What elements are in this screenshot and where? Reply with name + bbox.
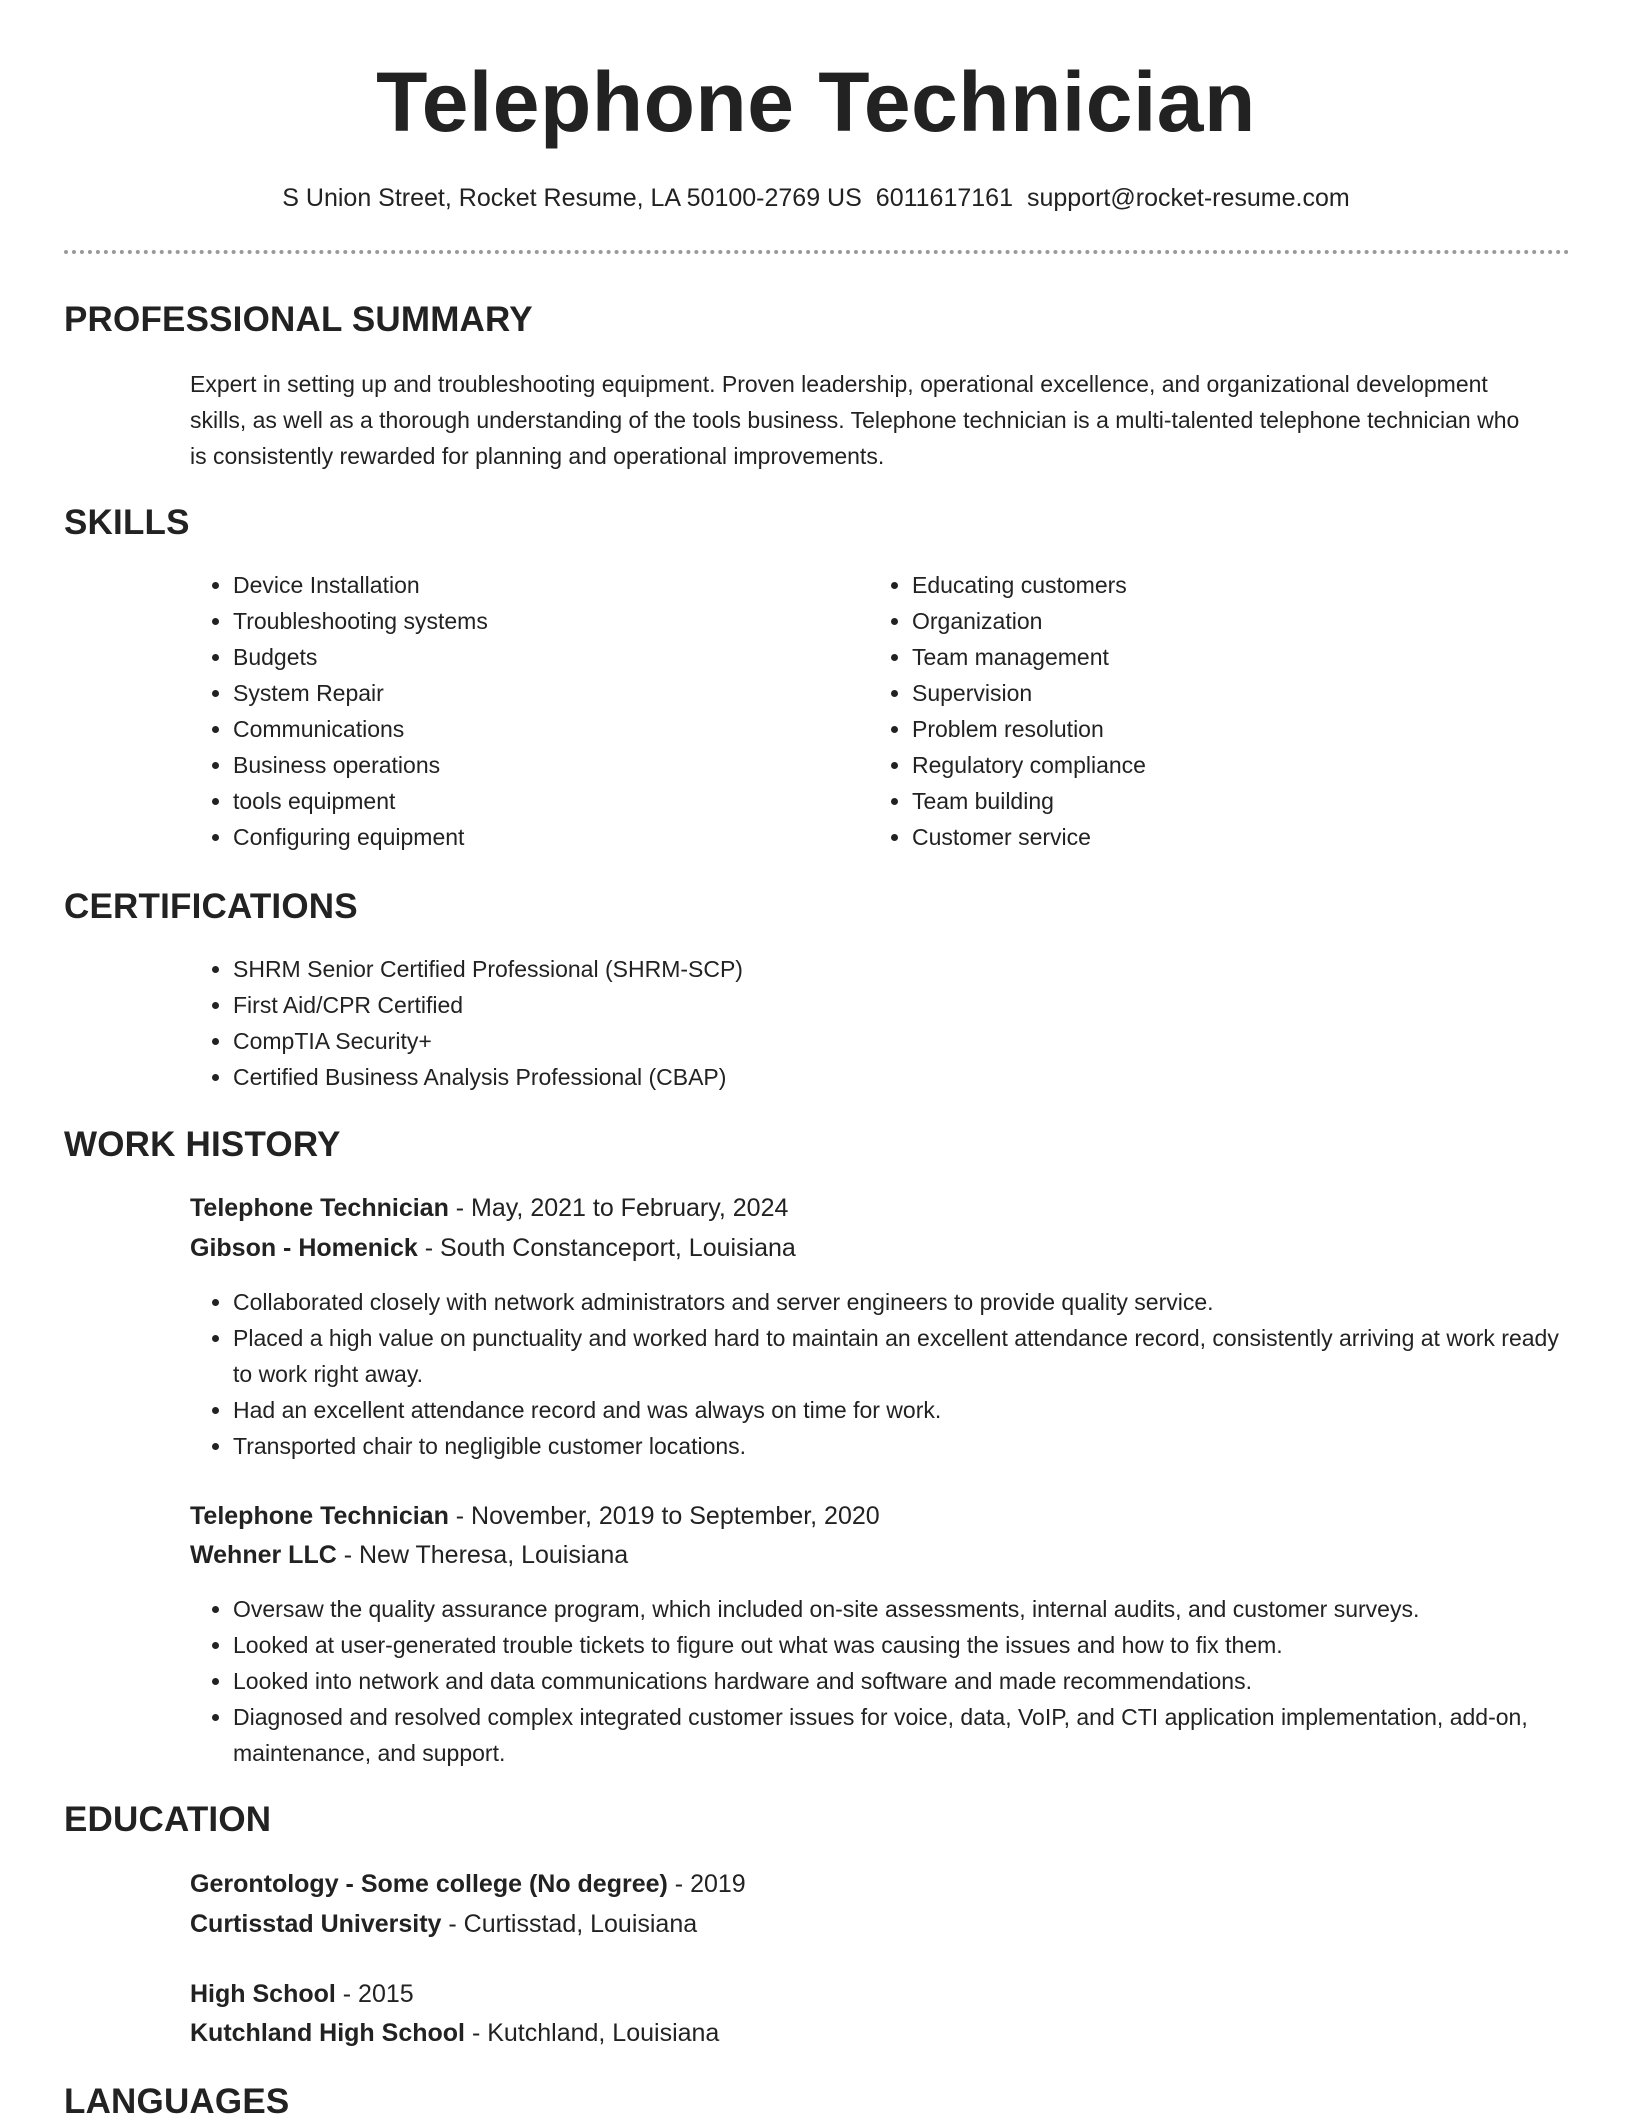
languages-heading: LANGUAGES	[64, 2082, 290, 2121]
job-company-line	[190, 1230, 796, 1266]
skill-item: • Budgets	[233, 639, 833, 675]
skills-list-right	[869, 567, 1512, 855]
job-title-line	[190, 1190, 788, 1226]
summary-heading: PROFESSIONAL SUMMARY	[64, 300, 533, 339]
education-school-line	[190, 2015, 719, 2051]
skill-item: • Troubleshooting systems	[233, 603, 833, 639]
skill-item: • Supervision	[912, 675, 1512, 711]
header-divider	[64, 250, 1570, 254]
contact-email: support@rocket-resume.com	[1026, 184, 1350, 212]
job-bullet: • Looked at user-generated trouble tickets to figure out what was causing the issues and how to fix them.	[233, 1627, 1583, 1663]
education-degree-line	[190, 1976, 414, 2012]
contact-line	[0, 180, 1632, 216]
job-location: - South Constanceport, Louisiana	[417, 1234, 796, 1262]
job-location: - New Theresa, Louisiana	[336, 1541, 629, 1569]
skill-item: • Problem resolution	[912, 711, 1512, 747]
skill-item: • Team management	[912, 639, 1512, 675]
certifications-heading: CERTIFICATIONS	[64, 887, 358, 926]
job-role: Telephone Technician	[190, 1502, 449, 1530]
education-degree: Gerontology - Some college (No degree)	[190, 1870, 668, 1898]
job-company-line	[190, 1537, 628, 1573]
skill-item: • Business operations	[233, 747, 833, 783]
job-bullet: • Diagnosed and resolved complex integrated customer issues for voice, data, VoIP, and CTI application implementation, add-on, maintenance, and support.	[233, 1699, 1583, 1771]
job-bullets	[190, 1591, 1583, 1771]
education-heading: EDUCATION	[64, 1800, 272, 1839]
job-bullets	[190, 1284, 1583, 1464]
skill-item: • Communications	[233, 711, 833, 747]
skills-list-left	[190, 567, 833, 855]
job-bullet: • Placed a high value on punctuality and worked hard to maintain an excellent attendance record, consistently arriving at work ready to work right away.	[233, 1320, 1583, 1392]
job-bullet: • Transported chair to negligible customer locations.	[233, 1428, 1583, 1464]
job-role: Telephone Technician	[190, 1194, 449, 1222]
skills-heading: SKILLS	[64, 503, 190, 542]
skill-item: • tools equipment	[233, 783, 833, 819]
job-bullet: • Collaborated closely with network administrators and server engineers to provide quality service.	[233, 1284, 1583, 1320]
certifications-list	[190, 951, 1533, 1095]
contact-address: S Union Street, Rocket Resume, LA 50100-2769 US	[282, 184, 862, 212]
certification-item: • Certified Business Analysis Professional (CBAP)	[233, 1059, 1533, 1095]
skill-item: • System Repair	[233, 675, 833, 711]
certification-item: • SHRM Senior Certified Professional (SHRM-SCP)	[233, 951, 1533, 987]
skill-item: • Educating customers	[912, 567, 1512, 603]
resume-name: Telephone Technician	[376, 55, 1256, 149]
education-school-line	[190, 1906, 697, 1942]
education-year: - 2015	[335, 1980, 414, 2008]
education-degree: High School	[190, 1980, 336, 2008]
education-location: - Curtisstad, Louisiana	[441, 1910, 698, 1938]
education-year: - 2019	[667, 1870, 746, 1898]
skill-item: • Team building	[912, 783, 1512, 819]
job-company: Gibson - Homenick	[190, 1234, 418, 1262]
summary-text: Expert in setting up and troubleshooting equipment. Proven leadership, operational excellence, and organizational development skills, as well as a thorough understanding of the tools business. Telephone technician is a multi-talented telephone technician who is consistently rewarded for planning and operational improvements.	[190, 371, 1520, 469]
education-school: Kutchland High School	[190, 2019, 465, 2047]
education-school: Curtisstad University	[190, 1910, 442, 1938]
job-title-line	[190, 1498, 880, 1534]
job-dates: - November, 2019 to September, 2020	[448, 1502, 880, 1530]
work-history-heading: WORK HISTORY	[64, 1125, 341, 1164]
job-bullet: • Oversaw the quality assurance program, which included on-site assessments, internal audits, and customer surveys.	[233, 1591, 1583, 1627]
skill-item: • Customer service	[912, 819, 1512, 855]
skill-item: • Organization	[912, 603, 1512, 639]
job-dates: - May, 2021 to February, 2024	[448, 1194, 789, 1222]
skill-item: • Configuring equipment	[233, 819, 833, 855]
skill-item: • Regulatory compliance	[912, 747, 1512, 783]
education-degree-line	[190, 1866, 746, 1902]
contact-phone: 6011617161	[875, 184, 1013, 212]
job-bullet: • Looked into network and data communications hardware and software and made recommendations.	[233, 1663, 1583, 1699]
certification-item: • CompTIA Security+	[233, 1023, 1533, 1059]
education-location: - Kutchland, Louisiana	[465, 2019, 720, 2047]
job-bullet: • Had an excellent attendance record and was always on time for work.	[233, 1392, 1583, 1428]
job-company: Wehner LLC	[190, 1541, 337, 1569]
certification-item: • First Aid/CPR Certified	[233, 987, 1533, 1023]
skill-item: • Device Installation	[233, 567, 833, 603]
